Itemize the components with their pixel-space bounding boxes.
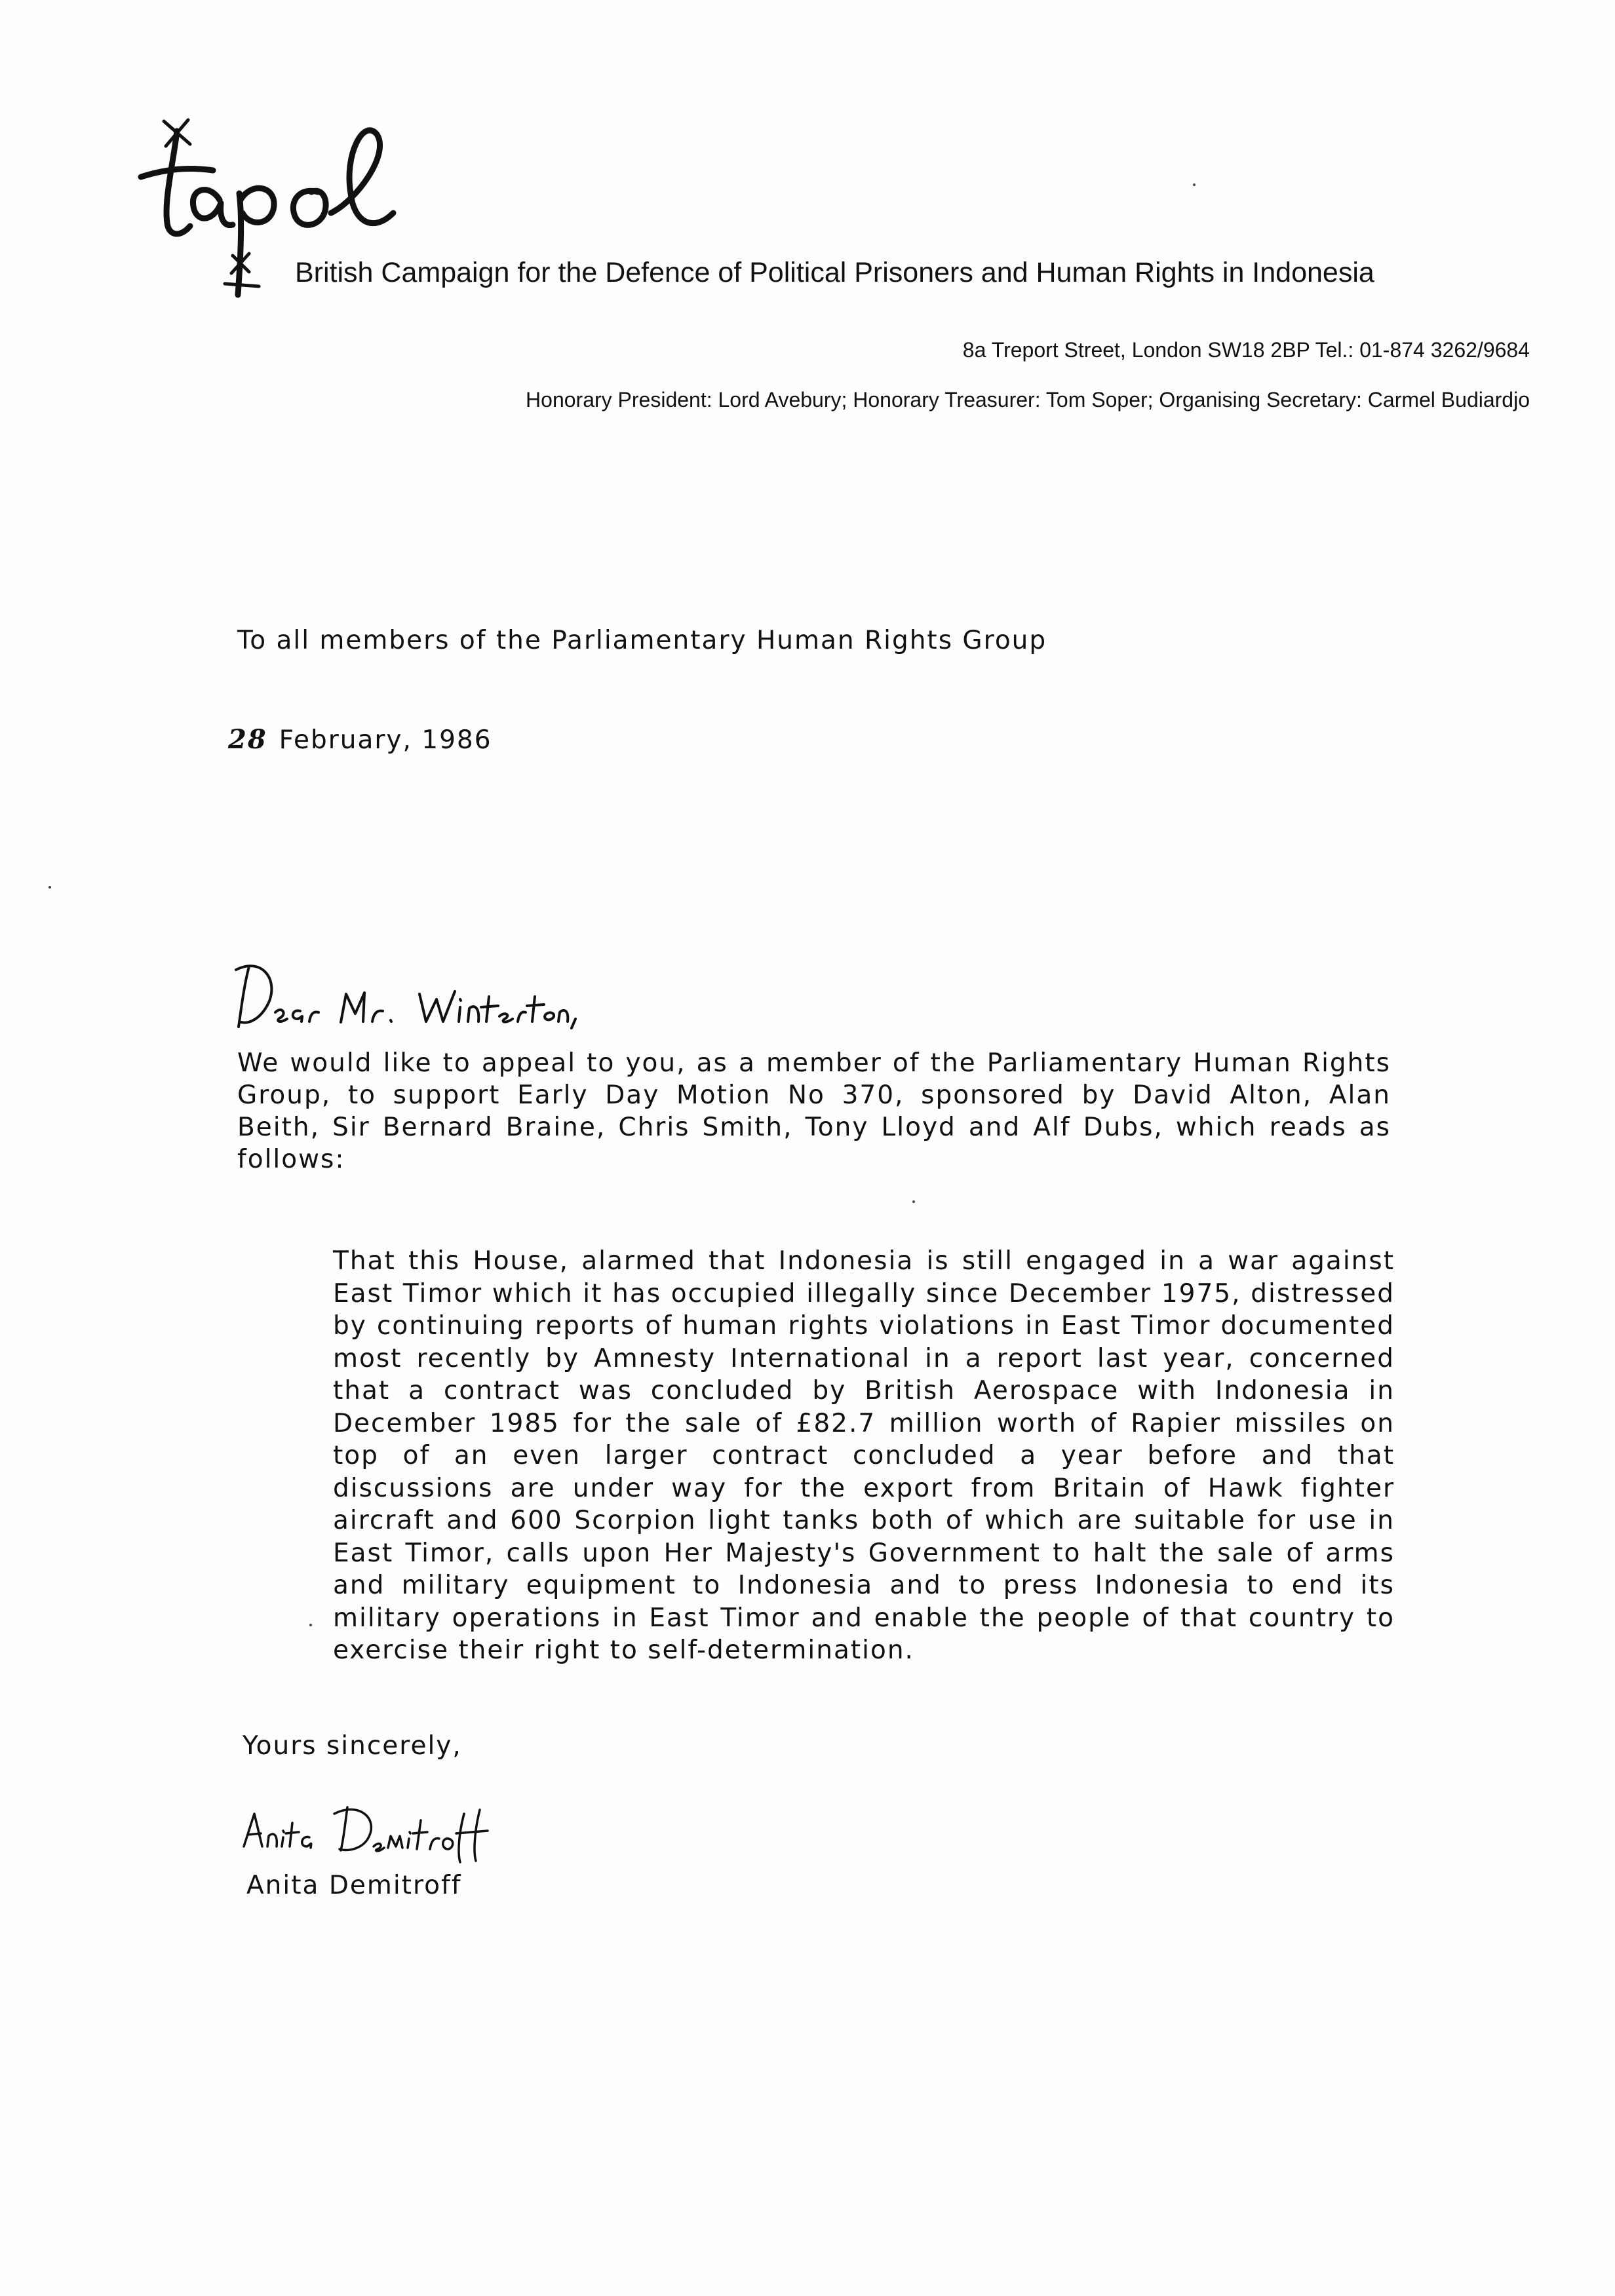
scan-speck <box>1193 183 1196 186</box>
signature-handwritten <box>236 1794 505 1866</box>
date-day-handwritten: 28 <box>228 724 267 755</box>
organisation-address: 8a Treport Street, London SW18 2BP Tel.: 01-874 3262/9684 <box>962 338 1530 362</box>
motion-quote: That this House, alarmed that Indonesia is still engaged in a war against East Timor which it has occupied illegally since December 1975, distressed by continuing reports of human rights violations in East Timor documented most recently by Amnesty International in a report last year, concerned that a contract was concluded by British Aerospace with Indonesia in December 1985 for the sale of £82.7 million worth of Rapier missiles on top of an even larger contract concluded a year before and that discussions are under way for the export from Britain of Hawk fighter aircraft and 600 Scorpion light tanks both of which are suitable for use in East Timor, calls upon Her Majesty's Government to halt the sale of arms and military equipment to Indonesia and to press Indonesia to end its military operations in East Timor and enable the people of that country to exercise their right to self-determination. <box>333 1246 1395 1665</box>
signer-name: Anita Demitroff <box>246 1871 462 1900</box>
recipient-line: To all members of the Parliamentary Human Rights Group <box>237 626 1047 655</box>
date-month-year: February, 1986 <box>279 725 492 755</box>
closing-line: Yours sincerely, <box>243 1731 462 1761</box>
organisation-officers: Honorary President: Lord Avebury; Honorary Treasurer: Tom Soper; Organising Secretary: Carmel Budiardjo <box>526 388 1530 411</box>
scan-speck <box>309 1624 312 1626</box>
scan-speck <box>49 886 51 889</box>
salutation-handwritten <box>229 953 596 1032</box>
intro-paragraph: We would like to appeal to you, as a member of the Parliamentary Human Rights Group, to support Early Day Motion No 370, sponsored by David Alton, Alan Beith, Sir Bernard Braine, Chris Smith, Tony Lloyd and Alf Dubs, which reads as follows: <box>237 1048 1391 1174</box>
scan-speck <box>912 1200 915 1203</box>
date-line <box>228 724 492 755</box>
organisation-name: British Campaign for the Defence of Political Prisoners and Human Rights in Indonesia <box>295 257 1374 288</box>
